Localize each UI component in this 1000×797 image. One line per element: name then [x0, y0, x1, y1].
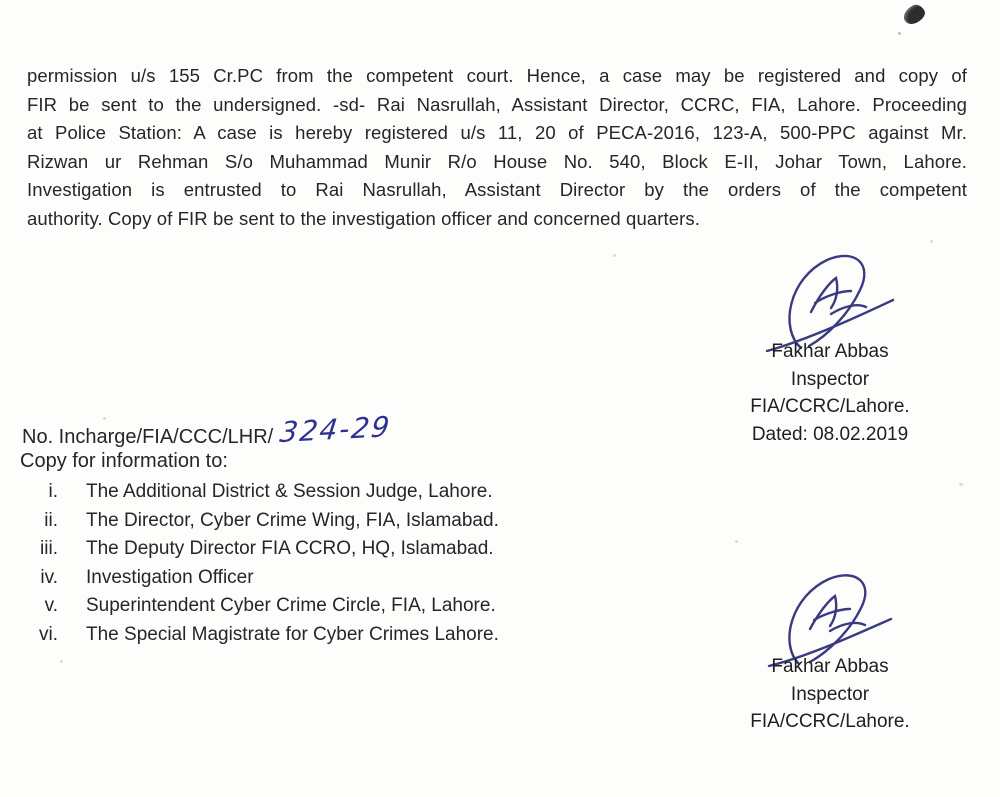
signer-org: FIA/CCRC/Lahore.: [750, 711, 910, 732]
ink-blot-mark: [900, 2, 927, 27]
list-item: [22, 595, 499, 624]
list-item-text: The Additional District & Session Judge, Lahore.: [86, 481, 493, 502]
recipients-list: [22, 481, 499, 653]
scan-speckle: [898, 32, 901, 35]
list-item-text: The Deputy Director FIA CCRO, HQ, Islamabad.: [86, 538, 494, 560]
signer-title: Inspector: [790, 683, 870, 705]
list-item-numeral: v.: [44, 595, 58, 617]
list-item-text: Superintendent Cyber Crime Circle, FIA, Lahore.: [86, 595, 496, 617]
list-item-numeral: vi.: [39, 623, 58, 645]
signer-name: Fakhar Abbas: [771, 656, 889, 677]
signature-date: Dated: 08.02.2019: [751, 423, 909, 445]
list-item: [22, 510, 499, 539]
scan-speckle: [959, 483, 963, 486]
scan-speckle: [930, 240, 933, 243]
list-item: [22, 481, 499, 510]
signer-name: Fakhar Abbas: [771, 341, 889, 362]
body-line: permission u/s 155 Cr.PC from the competent court. Hence, a case may be registered and copy of: [27, 65, 967, 86]
scan-speckle: [613, 254, 616, 257]
body-line: FIR be sent to the undersigned. -sd- Rai Nasrullah, Assistant Director, CCRC, FIA, Lahore. Proceeding: [27, 93, 967, 115]
signature-block-top: [730, 252, 930, 448]
list-item: [22, 538, 499, 567]
list-item-text: The Director, Cyber Crime Wing, FIA, Islamabad.: [86, 509, 499, 531]
body-line: Rizwan ur Rehman S/o Muhammad Munir R/o House No. 540, Block E-II, Johar Town, Lahore.: [27, 150, 967, 172]
list-item-text: Investigation Officer: [86, 566, 254, 588]
scan-speckle: [103, 417, 106, 420]
list-item-numeral: iii.: [40, 538, 58, 560]
signer-org: FIA/CCRC/Lahore.: [750, 396, 910, 417]
list-item-text: The Special Magistrate for Cyber Crimes Lahore.: [86, 623, 499, 645]
body-line: Investigation is entrusted to Rai Nasrullah, Assistant Director by the orders of the competent: [27, 179, 967, 200]
body-line: authority. Copy of FIR be sent to the investigation officer and concerned quarters.: [27, 207, 700, 229]
list-item-numeral: i.: [48, 481, 58, 502]
list-item: [22, 624, 499, 653]
signer-title: Inspector: [790, 368, 870, 390]
reference-number-line: [22, 409, 394, 450]
signature-ink-top: [743, 252, 918, 352]
reference-number-printed: No. Incharge/FIA/CCC/LHR/: [22, 426, 274, 448]
reference-number-handwritten: 324-29: [278, 409, 394, 450]
body-line: at Police Station: A case is hereby registered u/s 11, 20 of PECA-2016, 123-A, 500-PPC against Mr.: [27, 122, 967, 143]
list-item: [22, 567, 499, 596]
body-paragraph: [27, 62, 967, 233]
copy-for-information-heading: Copy for information to:: [20, 450, 228, 472]
list-item-numeral: ii.: [44, 509, 58, 531]
scan-speckle: [735, 540, 738, 543]
signature-block-bottom: [730, 572, 930, 736]
scan-speckle: [60, 660, 63, 663]
list-item-numeral: iv.: [40, 566, 58, 588]
